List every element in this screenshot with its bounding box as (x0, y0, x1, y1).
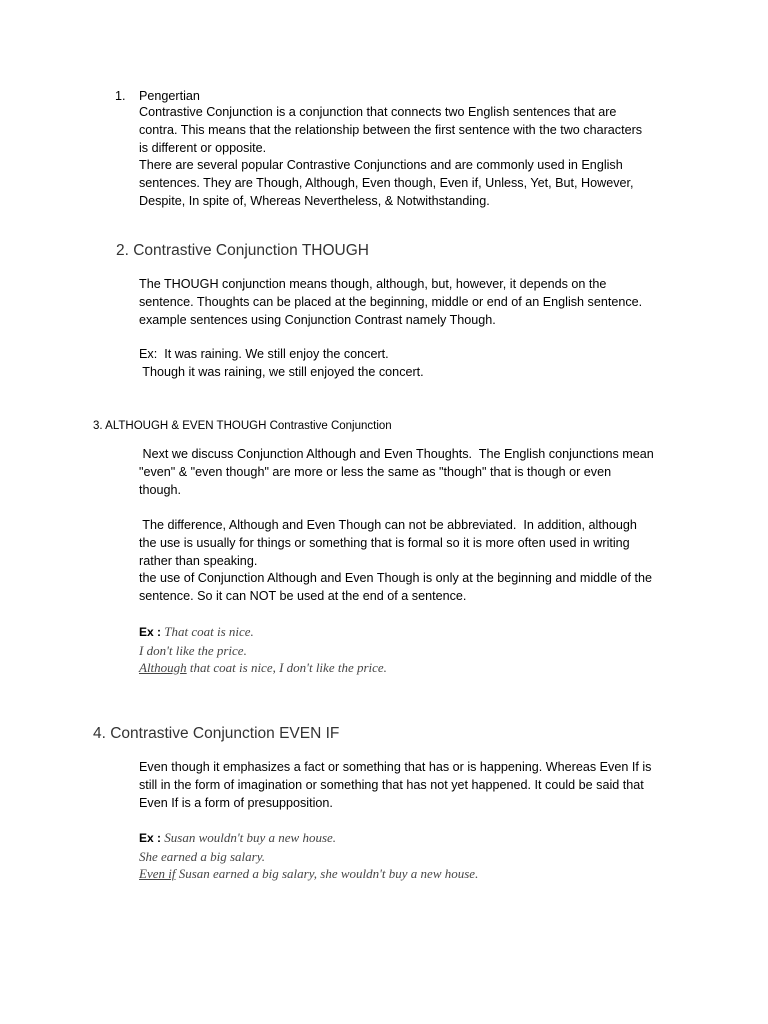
section4-example-line1 (139, 829, 684, 848)
section2-body (139, 276, 684, 329)
section2-example-line: Ex: It was raining. We still enjoy the concert. (139, 347, 389, 361)
example-text: Susan earned a big salary, she wouldn't buy a new house. (175, 866, 479, 881)
section1-body (139, 104, 684, 211)
section4-example-line3 (139, 865, 684, 883)
section4-body (139, 759, 684, 812)
section3-para2 (139, 517, 684, 606)
section2-line: The THOUGH conjunction means though, although, but, however, it depends on the (139, 277, 607, 291)
section1-line: There are several popular Contrastive Conjunctions and are commonly used in English (139, 158, 623, 173)
section3-para1-line: Next we discuss Conjunction Although and Even Thoughts. The English conjunctions mean (139, 447, 654, 461)
section4-heading: 4. Contrastive Conjunction EVEN IF (93, 725, 340, 742)
section3-example-line2: I don't like the price. (139, 642, 247, 658)
section3-example-line1 (139, 623, 684, 642)
section3-para2-line: sentence. So it can NOT be used at the end of a sentence. (139, 589, 467, 604)
example-text: that coat is nice, I don't like the price. (186, 660, 387, 675)
section3-heading: 3. ALTHOUGH & EVEN THOUGH Contrastive Conjunction (93, 420, 392, 432)
section4-line: still in the form of imagination or something that has not yet happened. It could be said that (139, 777, 644, 792)
section3-para2-line: rather than speaking. (139, 553, 258, 568)
section3-example-line3 (139, 659, 684, 677)
section1-heading: Pengertian (139, 89, 200, 103)
example-label: Ex : (139, 831, 162, 845)
section2-heading: 2. Contrastive Conjunction THOUGH (116, 242, 369, 259)
section4-line: Even though it emphasizes a fact or something that has or is happening. Whereas Even If is (139, 760, 652, 774)
section4-example-line2: She earned a big salary. (139, 848, 266, 864)
section3-para1 (139, 446, 684, 499)
underlined-conjunction: Even if (139, 866, 176, 881)
section3-para2-line: the use is usually for things or something that is formal so it is more often used in writing (139, 535, 630, 550)
section2-line: sentence. Thoughts can be placed at the beginning, middle or end of an English sentence. (139, 294, 643, 309)
section3-para1-line: "even" & "even though" are more or less the same as "though" that is though or even (139, 464, 612, 479)
example-text: That coat is nice. (161, 624, 254, 639)
section1-line: Despite, In spite of, Whereas Nevertheless, & Notwithstanding. (139, 193, 490, 208)
section1-number: 1. (115, 89, 126, 103)
section3-para1-line: though. (139, 482, 182, 497)
section2-example-line: Though it was raining, we still enjoyed the concert. (139, 364, 424, 379)
section1-line: Contrastive Conjunction is a conjunction that connects two English sentences that are (139, 105, 617, 119)
section3-example (139, 623, 684, 677)
section1-line: contra. This means that the relationship between the first sentence with the two characters (139, 122, 643, 137)
section2-example (139, 346, 684, 382)
section3-para2-line: The difference, Although and Even Though can not be abbreviated. In addition, although (139, 518, 637, 532)
section1-line: is different or opposite. (139, 140, 267, 155)
section3-para2-line: the use of Conjunction Although and Even Though is only at the beginning and middle of the (139, 571, 652, 586)
section1-line: sentences. They are Though, Although, Even though, Even if, Unless, Yet, But, However, (139, 176, 634, 191)
example-label: Ex : (139, 625, 162, 639)
underlined-conjunction: Although (139, 660, 187, 675)
example-text: Susan wouldn't buy a new house. (161, 830, 337, 845)
section4-example (139, 829, 684, 883)
section2-line: example sentences using Conjunction Contrast namely Though. (139, 312, 496, 327)
section4-line: Even If is a form of presupposition. (139, 795, 333, 810)
